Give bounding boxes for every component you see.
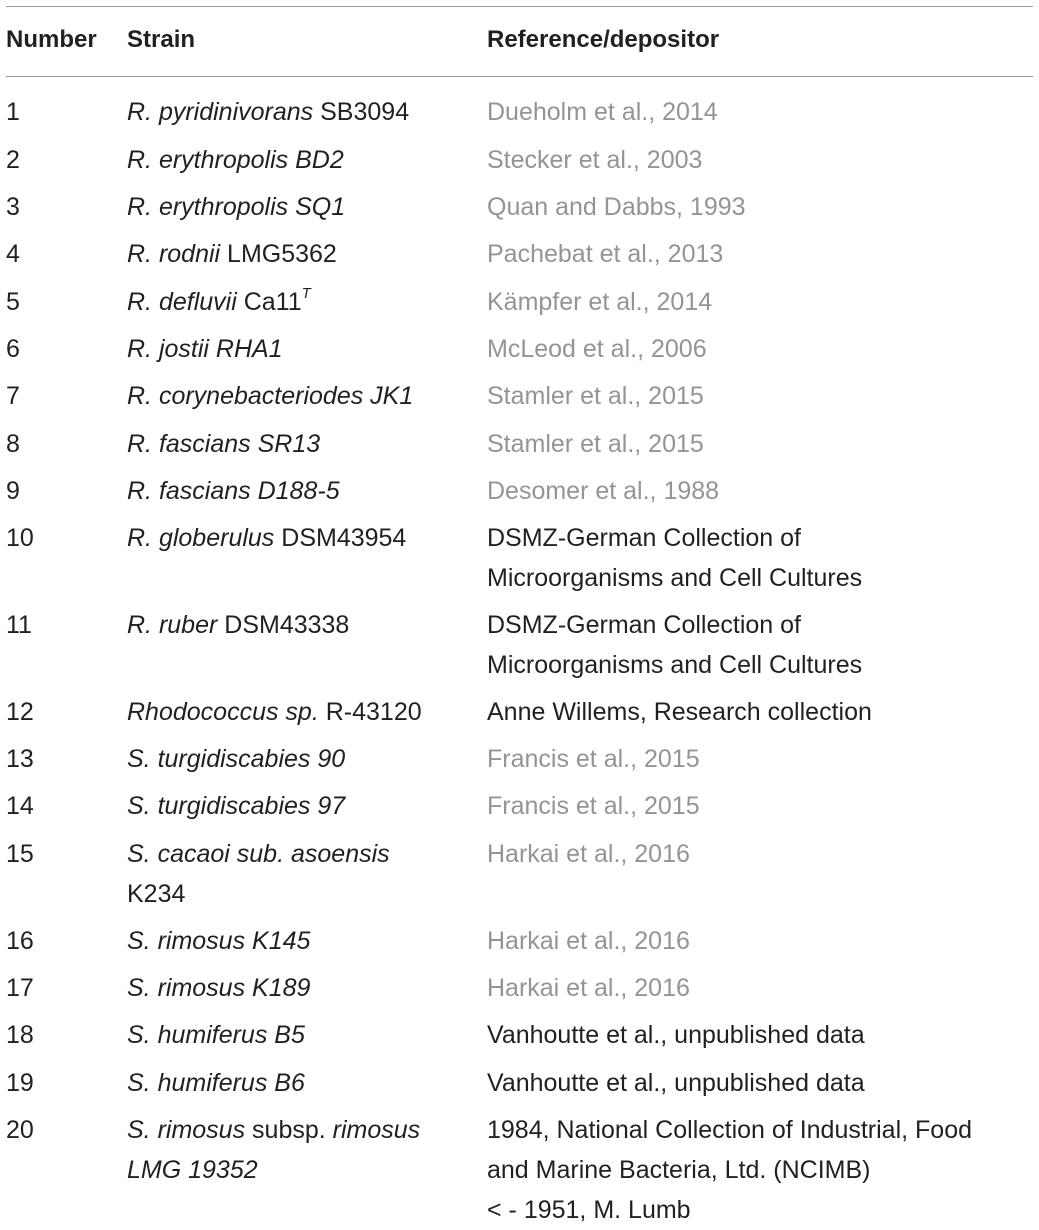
- row-number: 2: [6, 146, 20, 174]
- strain-species: S. humiferus B6: [127, 1069, 305, 1097]
- reference-line: < - 1951, M. Lumb: [487, 1196, 691, 1224]
- strain-species: R. jostii RHA1: [127, 335, 283, 363]
- reference-link[interactable]: McLeod et al., 2006: [487, 335, 707, 363]
- type-strain-superscript: T: [301, 285, 311, 302]
- strain-subspecies: rimosus: [332, 1116, 421, 1144]
- strain-cell: [127, 187, 482, 227]
- strain-species: S. rimosus K189: [127, 974, 311, 1002]
- strain-cell: [127, 786, 482, 826]
- row-number: 13: [6, 745, 34, 773]
- row-number: 8: [6, 430, 20, 458]
- strain-cell: [127, 518, 482, 558]
- strain-cell: [127, 692, 482, 732]
- row-number: 6: [6, 335, 20, 363]
- strain-species: R. ruber: [127, 611, 218, 639]
- strain-cell: [127, 376, 482, 416]
- strain-cell: [127, 234, 482, 274]
- reference-link[interactable]: Francis et al., 2015: [487, 792, 700, 820]
- row-number: 5: [6, 288, 20, 316]
- reference-line: 1984, National Collection of Industrial, Food: [487, 1116, 973, 1144]
- header-strain: Strain: [127, 26, 196, 53]
- reference-link[interactable]: Harkai et al., 2016: [487, 927, 690, 955]
- reference-text: Vanhoutte et al., unpublished data: [487, 1069, 865, 1097]
- strain-species: R. rodnii: [127, 240, 221, 268]
- row-number: 17: [6, 974, 34, 1002]
- strain-cell: [127, 605, 482, 645]
- reference-link[interactable]: Kämpfer et al., 2014: [487, 288, 713, 316]
- reference-text: Vanhoutte et al., unpublished data: [487, 1021, 865, 1049]
- reference-line: and Marine Bacteria, Ltd. (NCIMB): [487, 1156, 871, 1184]
- reference-text: [487, 518, 1039, 598]
- strain-subsp: subsp.: [245, 1116, 333, 1144]
- strain-cell: [127, 1015, 482, 1055]
- strain-cell: [127, 140, 482, 180]
- strain-id: DSM43338: [217, 611, 350, 639]
- strain-cell: [127, 471, 482, 511]
- header-reference: Reference/depositor: [487, 26, 720, 53]
- strain-species: R. pyridinivorans: [127, 98, 314, 126]
- row-number: 16: [6, 927, 34, 955]
- reference-text: [487, 605, 1039, 685]
- strain-id: SB3094: [313, 98, 410, 126]
- row-number: 1: [6, 98, 20, 126]
- reference-line: Microorganisms and Cell Cultures: [487, 651, 863, 679]
- row-number: 4: [6, 240, 20, 268]
- reference-link[interactable]: Pachebat et al., 2013: [487, 240, 724, 268]
- row-number: 7: [6, 382, 20, 410]
- strain-species: S. rimosus K145: [127, 927, 311, 955]
- reference-line: DSMZ-German Collection of: [487, 524, 801, 552]
- reference-link[interactable]: Francis et al., 2015: [487, 745, 700, 773]
- row-number: 14: [6, 792, 34, 820]
- strain-species: R. defluvii: [127, 288, 237, 316]
- strain-species: R. corynebacteriodes JK1: [127, 382, 414, 410]
- strain-cell: [127, 92, 482, 132]
- strain-species: S. cacaoi sub. asoensis: [127, 840, 390, 868]
- strain-cell: [127, 1110, 482, 1190]
- reference-link[interactable]: Stamler et al., 2015: [487, 430, 704, 458]
- reference-link[interactable]: Harkai et al., 2016: [487, 974, 690, 1002]
- reference-link[interactable]: Quan and Dabbs, 1993: [487, 193, 746, 221]
- strain-cell: [127, 424, 482, 464]
- strain-species: S. humiferus B5: [127, 1021, 305, 1049]
- strain-cell: [127, 282, 482, 322]
- header-number: Number: [6, 26, 97, 53]
- strain-species: R. globerulus: [127, 524, 275, 552]
- row-number: 19: [6, 1069, 34, 1097]
- strain-id: K234: [127, 880, 186, 908]
- row-number: 15: [6, 840, 34, 868]
- reference-line: DSMZ-German Collection of: [487, 611, 801, 639]
- strain-species: Rhodococcus sp.: [127, 698, 319, 726]
- reference-link[interactable]: Desomer et al., 1988: [487, 477, 720, 505]
- reference-text: [487, 1110, 1039, 1230]
- header-rule: [6, 76, 1033, 77]
- strain-id: DSM43954: [274, 524, 407, 552]
- reference-link[interactable]: Dueholm et al., 2014: [487, 98, 718, 126]
- strain-species: S. turgidiscabies 97: [127, 792, 346, 820]
- strain-species: R. erythropolis SQ1: [127, 193, 346, 221]
- strain-cell: [127, 739, 482, 779]
- strain-cell: [127, 1063, 482, 1103]
- row-number: 3: [6, 193, 20, 221]
- row-number: 18: [6, 1021, 34, 1049]
- row-number: 9: [6, 477, 20, 505]
- strain-cell: [127, 834, 482, 914]
- row-number: 12: [6, 698, 34, 726]
- strain-cell: [127, 329, 482, 369]
- reference-line: Microorganisms and Cell Cultures: [487, 564, 863, 592]
- strain-id: Ca11: [236, 288, 302, 316]
- strain-id: R-43120: [318, 698, 422, 726]
- strain-species: S. rimosus: [127, 1116, 246, 1144]
- top-rule: [6, 6, 1033, 7]
- row-number: 20: [6, 1116, 34, 1144]
- row-number: 11: [6, 611, 32, 639]
- reference-text: Anne Willems, Research collection: [487, 698, 872, 726]
- strain-id: LMG 19352: [127, 1156, 258, 1184]
- strain-cell: [127, 921, 482, 961]
- reference-link[interactable]: Stecker et al., 2003: [487, 146, 703, 174]
- strain-species: R. fascians D188-5: [127, 477, 340, 505]
- strain-species: R. erythropolis BD2: [127, 146, 344, 174]
- strain-species: R. fascians SR13: [127, 430, 321, 458]
- reference-link[interactable]: Harkai et al., 2016: [487, 840, 690, 868]
- strain-id: LMG5362: [220, 240, 337, 268]
- strain-cell: [127, 968, 482, 1008]
- strain-species: S. turgidiscabies 90: [127, 745, 346, 773]
- row-number: 10: [6, 524, 34, 552]
- reference-link[interactable]: Stamler et al., 2015: [487, 382, 704, 410]
